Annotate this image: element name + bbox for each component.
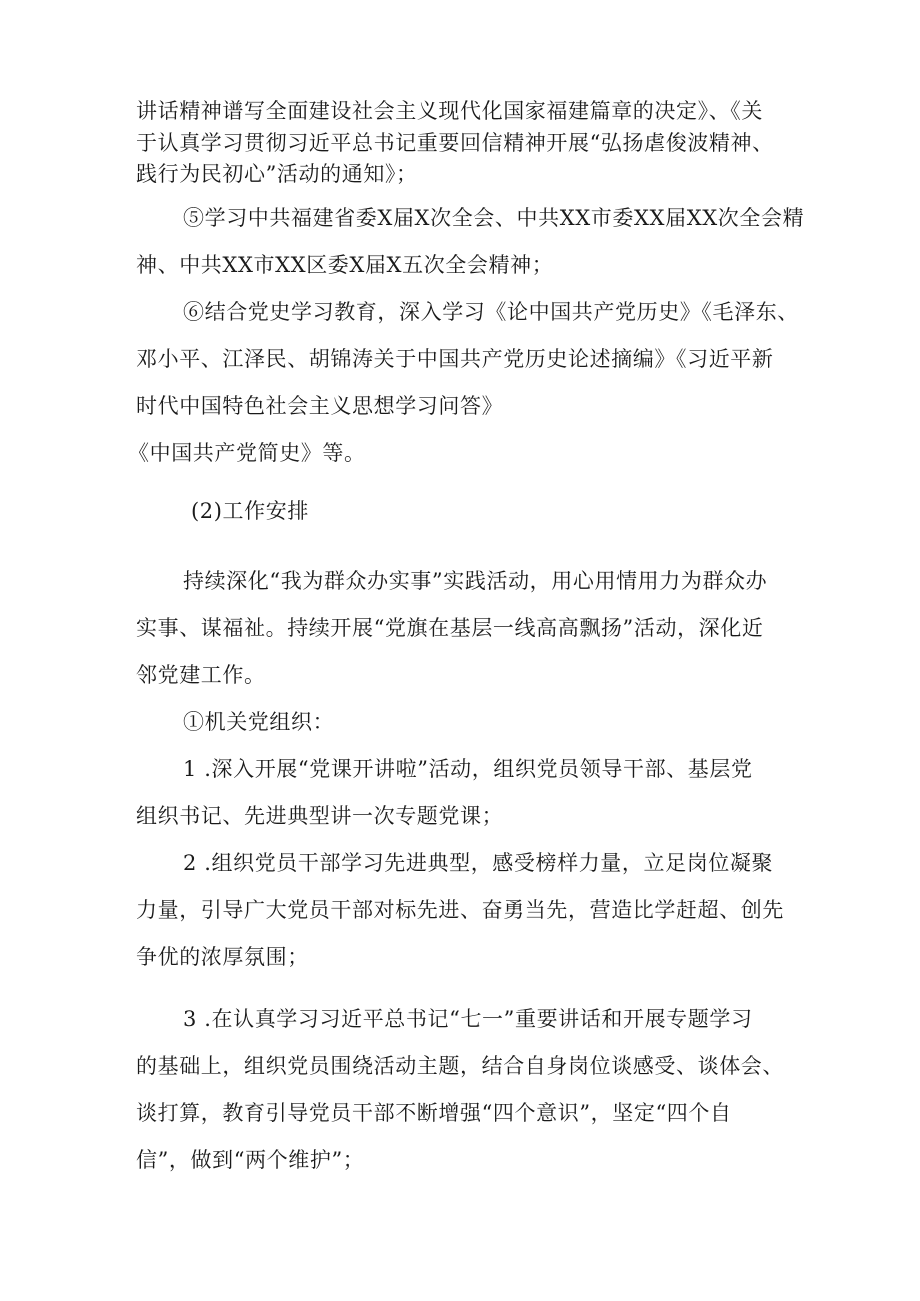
text-line: 践行为民初心”活动的通知》；	[136, 162, 418, 186]
text-line: 《中国共产党简史》等。	[128, 441, 366, 465]
text-line: ①机关党组织：	[183, 710, 335, 734]
text-line: 争优的浓厚氛围；	[136, 945, 309, 969]
text-line: 1 .深入开展“党课开讲啦”活动，组织党员领导干部、基层党	[183, 757, 753, 781]
text-line: 持续深化“我为群众办实事”实践活动，用心用情用力为群众办	[183, 569, 768, 593]
text-line: ⑥结合党史学习教育，深入学习《论中国共产党历史》《毛泽东、	[183, 300, 799, 324]
text-line: 神、中共XX市XX区委X届X五次全会精神；	[136, 253, 554, 277]
text-line: 于认真学习贯彻习近平总书记重要回信精神开展“弘扬虐俊波精神、	[136, 131, 774, 155]
text-line: 时代中国特色社会主义思想学习问答》	[136, 394, 504, 418]
text-line: 讲话精神谱写全面建设社会主义现代化国家福建篇章的决定》、《关	[136, 99, 763, 123]
text-line: 实事、谋福祉。持续开展“党旗在基层一线高高飘扬”活动，深化近	[136, 616, 764, 640]
text-line: 邻党建工作。	[136, 663, 266, 687]
text-line: 的基础上，组织党员围绕活动主题，结合自身岗位谈感受、谈体会、	[136, 1054, 784, 1078]
text-line: 谈打算，教育引导党员干部不断增强“四个意识”，坚定“四个自	[136, 1101, 732, 1125]
text-line: 3 .在认真学习习近平总书记“七一”重要讲话和开展专题学习	[183, 1007, 753, 1031]
text-line: 组织书记、先进典型讲一次专题党课；	[136, 804, 504, 828]
text-line: 2 .组织党员干部学习先进典型，感受榜样力量，立足岗位凝聚	[183, 851, 774, 875]
text-line: ⑤学习中共福建省委X届X次全会、中共XX市委XX届XX次全会精	[183, 206, 805, 230]
text-line: 力量，引导广大党员干部对标先进、奋勇当先，营造比学赶超、创先	[136, 898, 784, 922]
text-line: 邓小平、江泽民、胡锦涛关于中国共产党历史论述摘编》《习近平新	[136, 347, 774, 371]
text-line: 信”，做到“两个维护”；	[136, 1148, 365, 1172]
section-heading: (2)工作安排	[191, 499, 309, 523]
